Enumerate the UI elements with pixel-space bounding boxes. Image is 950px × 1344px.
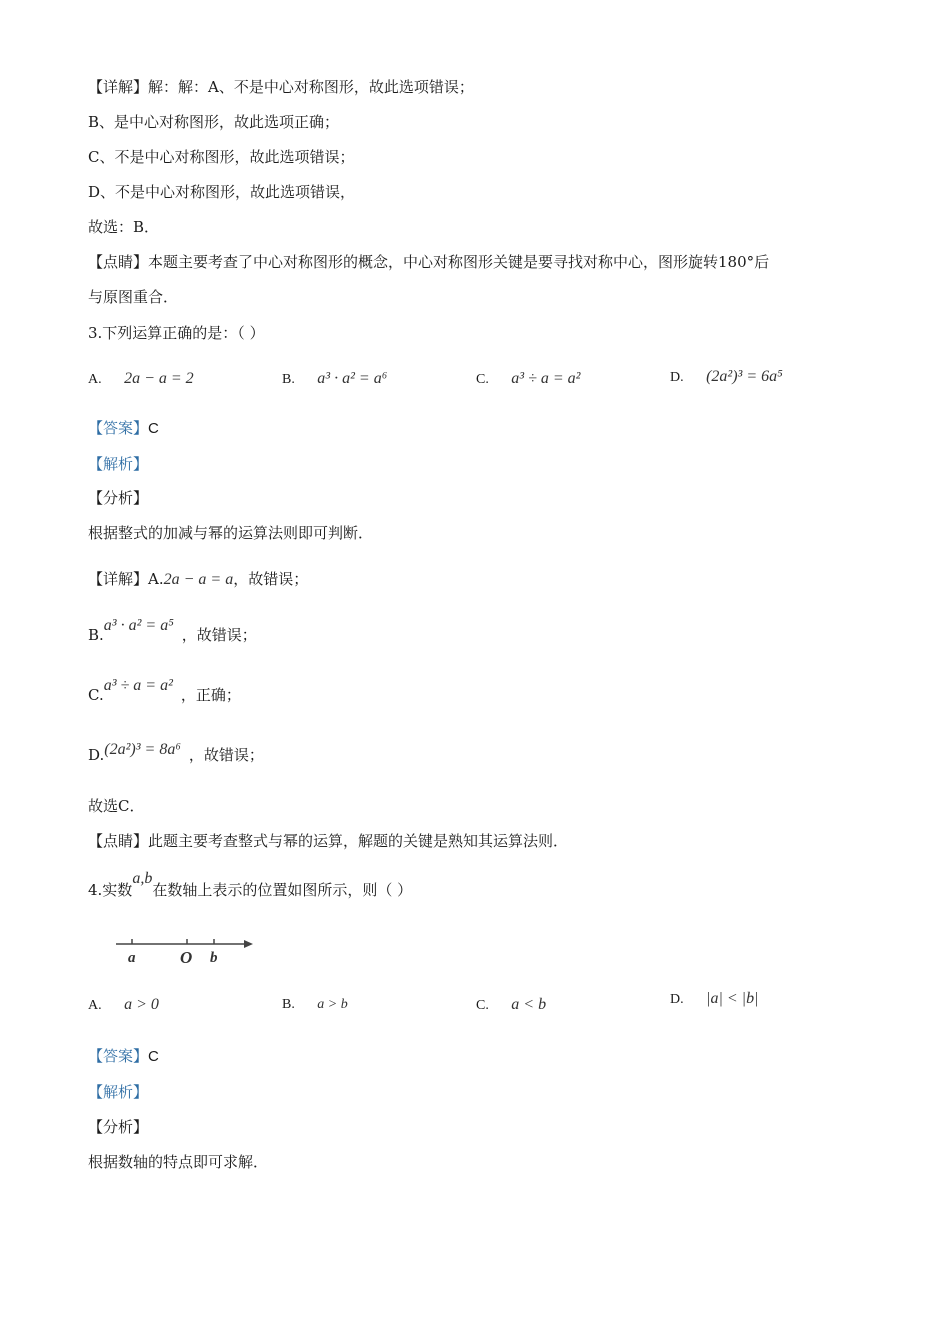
q4-option-a bbox=[88, 996, 159, 1014]
q4-option-a-expr: a > 0 bbox=[124, 996, 159, 1013]
q3-detail-b-end: ，故错误； bbox=[181, 626, 257, 644]
q4-answer bbox=[88, 1046, 159, 1067]
q3-option-d bbox=[670, 368, 783, 386]
q4-stem bbox=[88, 870, 413, 901]
q3-option-b bbox=[282, 370, 387, 388]
q3-choice: 故选C． bbox=[88, 797, 145, 815]
q3-detail-a-expr: 2a − a = a bbox=[163, 571, 234, 588]
q3-option-c bbox=[476, 370, 580, 388]
q4-option-b bbox=[282, 996, 348, 1013]
q4-option-c bbox=[476, 996, 546, 1014]
q3-detail-a-end: ，故错误； bbox=[233, 570, 309, 588]
q3-detail-b-label: B. bbox=[88, 626, 104, 644]
q3-detail-b bbox=[88, 617, 257, 646]
q3-detail-d bbox=[88, 741, 264, 766]
q3-fenxi-tag: 【分析】 bbox=[88, 489, 149, 507]
prev-option-c: C、不是中心对称图形，故此选项错误； bbox=[88, 148, 355, 166]
prev-detail: 【详解】解：解：A、不是中心对称图形，故此选项错误； bbox=[88, 78, 474, 96]
q4-option-d-expr: |a| < |b| bbox=[706, 990, 759, 1007]
label-a: a bbox=[128, 950, 136, 966]
q4-stem-pre: 4.实数 bbox=[88, 881, 133, 899]
q3-detail-c-end: ，正确； bbox=[180, 686, 241, 704]
q3-comment: 【点睛】此题主要考查整式与幂的运算，解题的关键是熟知其运算法则． bbox=[88, 832, 569, 850]
label-o: O bbox=[180, 948, 193, 967]
q3-option-d-expr: (2a²)³ = 6a⁵ bbox=[706, 368, 783, 385]
q3-detail-d-label: D. bbox=[88, 746, 105, 764]
number-line-arrow bbox=[244, 940, 253, 948]
q4-stem-vars: a,b bbox=[132, 870, 153, 887]
q3-detail-c-expr: a³ ÷ a = a² bbox=[103, 677, 173, 694]
q4-stem-post: 在数轴上表示的位置如图所示，则（ ） bbox=[152, 881, 413, 899]
q3-detail-c bbox=[88, 677, 241, 706]
q3-answer-tag: 【答案】 bbox=[88, 419, 149, 437]
q3-option-b-label: B. bbox=[282, 372, 295, 387]
q3-option-c-label: C. bbox=[476, 372, 489, 387]
q3-detail-b-expr: a³ · a² = a⁵ bbox=[103, 617, 174, 634]
q4-option-c-expr: a < b bbox=[511, 996, 547, 1013]
q3-option-a-label: A. bbox=[88, 372, 102, 387]
q3-option-d-label: D. bbox=[670, 370, 684, 385]
q3-detail-c-label: C. bbox=[88, 686, 104, 704]
label-b: b bbox=[210, 950, 218, 966]
q4-option-b-label: B. bbox=[282, 997, 295, 1012]
q3-detail-d-end: ，故错误； bbox=[188, 746, 264, 764]
prev-comment-1: 【点睛】本题主要考查了中心对称图形的概念，中心对称图形关键是要寻找对称中心，图形旋转180°后 bbox=[88, 253, 770, 271]
number-line-figure bbox=[110, 930, 260, 970]
q3-answer-value: C bbox=[148, 420, 159, 437]
q3-detail-d-expr: (2a²)³ = 8a⁶ bbox=[104, 741, 181, 758]
q3-detail-a bbox=[88, 569, 308, 590]
q3-option-b-expr: a³ · a² = a⁶ bbox=[317, 370, 388, 387]
q3-answer bbox=[88, 418, 159, 439]
q4-analysis-tag: 【解析】 bbox=[88, 1083, 149, 1101]
q4-fenxi-tag: 【分析】 bbox=[88, 1118, 149, 1136]
q3-stem: 3.下列运算正确的是：（ ） bbox=[88, 324, 265, 342]
q4-answer-tag: 【答案】 bbox=[88, 1047, 149, 1065]
q3-option-a bbox=[88, 370, 194, 388]
prev-option-b: B、是中心对称图形，故此选项正确； bbox=[88, 113, 340, 131]
q4-option-c-label: C. bbox=[476, 998, 489, 1013]
q3-fenxi: 根据整式的加减与幂的运算法则即可判断． bbox=[88, 524, 374, 542]
q3-detail-tag: 【详解】A. bbox=[88, 570, 164, 588]
prev-option-d: D、不是中心对称图形，故此选项错误， bbox=[88, 183, 356, 201]
q4-fenxi: 根据数轴的特点即可求解． bbox=[88, 1153, 269, 1171]
q4-option-a-label: A. bbox=[88, 998, 102, 1013]
q3-analysis-tag: 【解析】 bbox=[88, 455, 149, 473]
q4-option-d-label: D. bbox=[670, 992, 684, 1007]
q4-option-d bbox=[670, 990, 758, 1008]
q4-option-b-expr: a > b bbox=[317, 997, 348, 1012]
prev-comment-2: 与原图重合． bbox=[88, 288, 179, 306]
q3-option-a-expr: 2a − a = 2 bbox=[124, 370, 194, 387]
q3-option-c-expr: a³ ÷ a = a² bbox=[511, 370, 581, 387]
prev-choice: 故选：B． bbox=[88, 218, 160, 236]
q4-answer-value: C bbox=[148, 1048, 159, 1065]
